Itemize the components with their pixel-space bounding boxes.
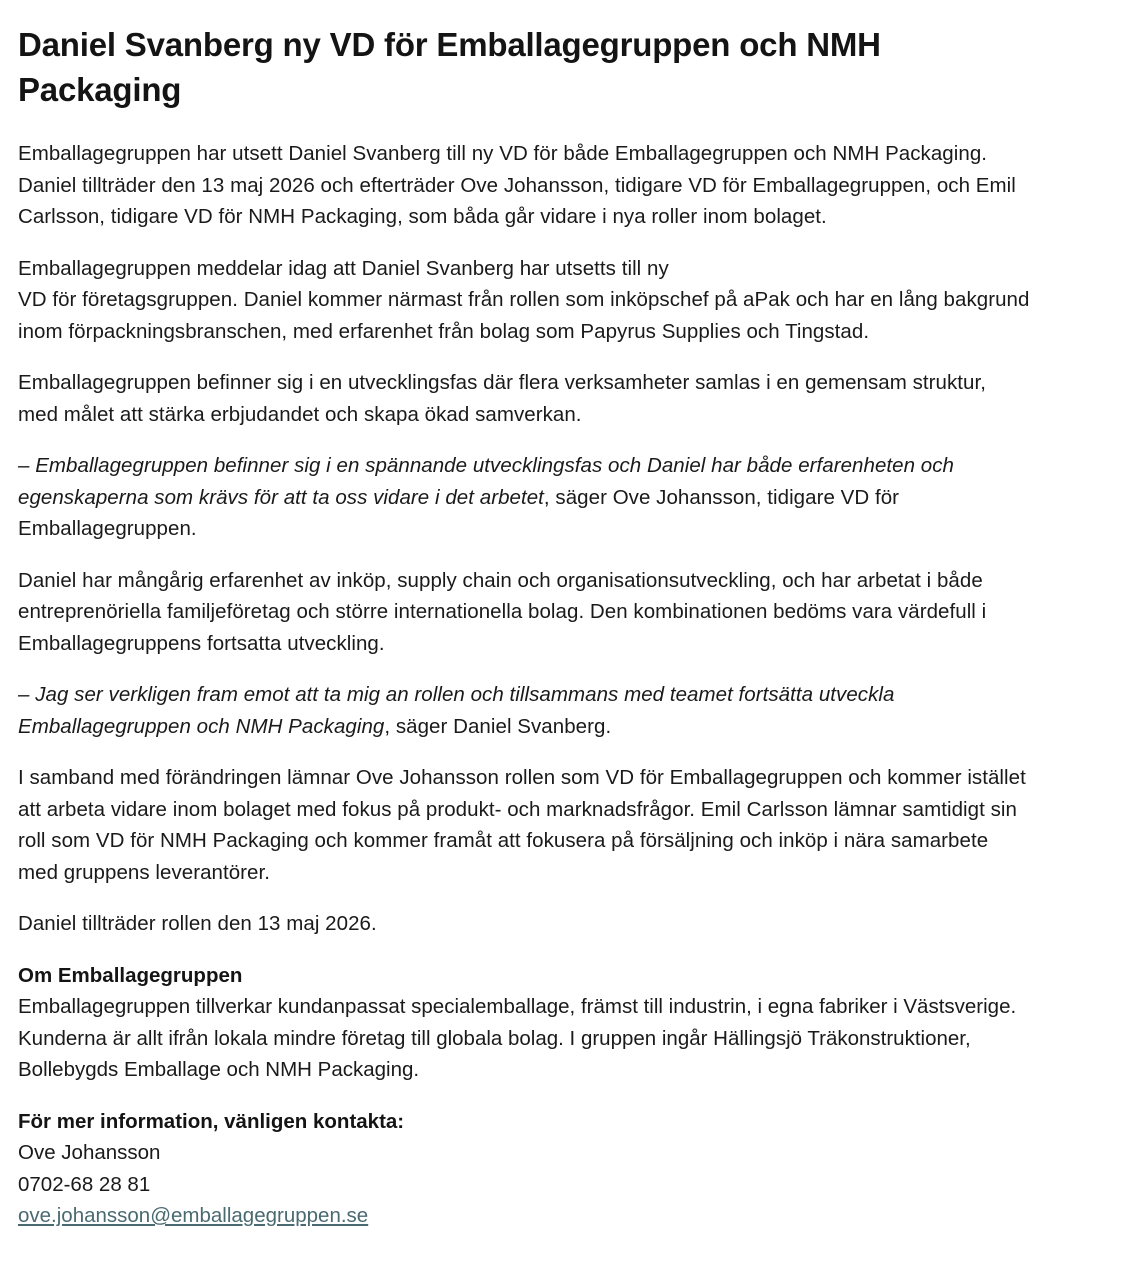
contact-section: [18, 1106, 1030, 1232]
contact-section-heading: För mer information, vänligen kontakta:: [18, 1109, 405, 1133]
contact-email-row: [18, 1200, 1030, 1232]
quote-daniel-svanberg: [18, 679, 1030, 742]
quote-text: – Jag ser verkligen fram emot att ta mig an rollen och tillsammans med teamet fortsätta utveckla Emballagegruppen och NMH Packaging: [18, 683, 895, 738]
quote-attribution: , säger Ove Johansson, tidigare VD för Emballagegruppen.: [18, 485, 900, 540]
paragraph-development-phase: Emballagegruppen befinner sig i en utvecklingsfas där flera verksamheter samlas i en gemensam struktur, med målet att stärka erbjudandet och skapa ökad samverkan.: [18, 371, 986, 426]
paragraph-announcement: [18, 253, 1030, 348]
paragraph-transition: I samband med förändringen lämnar Ove Johansson rollen som VD för Emballagegruppen och kommer istället att arbeta vidare inom bolaget med fokus på produkt- och marknadsfrågor. Emil Carlsson lämnar samtidigt sin roll som VD för NMH Packaging och kommer framåt att fokusera på försäljning och inköp i nära samarbete med gruppens leverantörer.: [18, 766, 1026, 884]
contact-phone: 0702-68 28 81: [18, 1172, 151, 1196]
about-section: [18, 960, 1030, 1086]
quote-text: – Emballagegruppen befinner sig i en spännande utvecklingsfas och Daniel har både erfarenheten och egenskaperna som krävs för att ta oss vidare i det arbetet: [18, 454, 955, 509]
contact-email-link[interactable]: ove.johansson@emballagegruppen.se: [18, 1204, 369, 1227]
about-section-body: Emballagegruppen tillverkar kundanpassat specialemballage, främst till industrin, i egna fabriker i Västsverige. Kunderna är allt ifrån lokala mindre företag till globala bolag. I gruppen ingår Hällingsjö Träkonstruktioner, Bollebygds Emballage och NMH Packaging.: [18, 995, 1017, 1081]
quote-ove-johansson: [18, 450, 1030, 545]
announcement-line-1: Emballagegruppen meddelar idag att Daniel Svanberg har utsetts till ny: [18, 256, 669, 280]
announcement-line-2: VD för företagsgruppen. Daniel kommer närmast från rollen som inköpschef på aPak och har en lång bakgrund inom förpackningsbranschen, med erfarenhet från bolag som Papyrus Supplies och Tingstad.: [18, 288, 1030, 343]
quote-attribution: , säger Daniel Svanberg.: [384, 714, 612, 738]
paragraph-experience: Daniel har mångårig erfarenhet av inköp, supply chain och organisationsutveckling, och har arbetat i både entreprenöriella familjeföretag och större internationella bolag. Den kombinationen bedöms vara värdefull i Emballagegruppens fortsatta utveckling.: [18, 568, 987, 655]
about-section-heading: Om Emballagegruppen: [18, 963, 243, 987]
paragraph-start-date: Daniel tillträder rollen den 13 maj 2026.: [18, 912, 377, 935]
contact-name: Ove Johansson: [18, 1141, 161, 1164]
page-title: Daniel Svanberg ny VD för Emballagegruppen och NMH Packaging: [18, 26, 881, 108]
paragraph-lead: Emballagegruppen har utsett Daniel Svanberg till ny VD för både Emballagegruppen och NMH Packaging. Daniel tillträder den 13 maj 2026 och efterträder Ove Johansson, tidigare VD för Emballagegruppen, och Emil Carlsson, tidigare VD för NMH Packaging, som båda går vidare i nya roller inom bolaget.: [18, 142, 1016, 228]
